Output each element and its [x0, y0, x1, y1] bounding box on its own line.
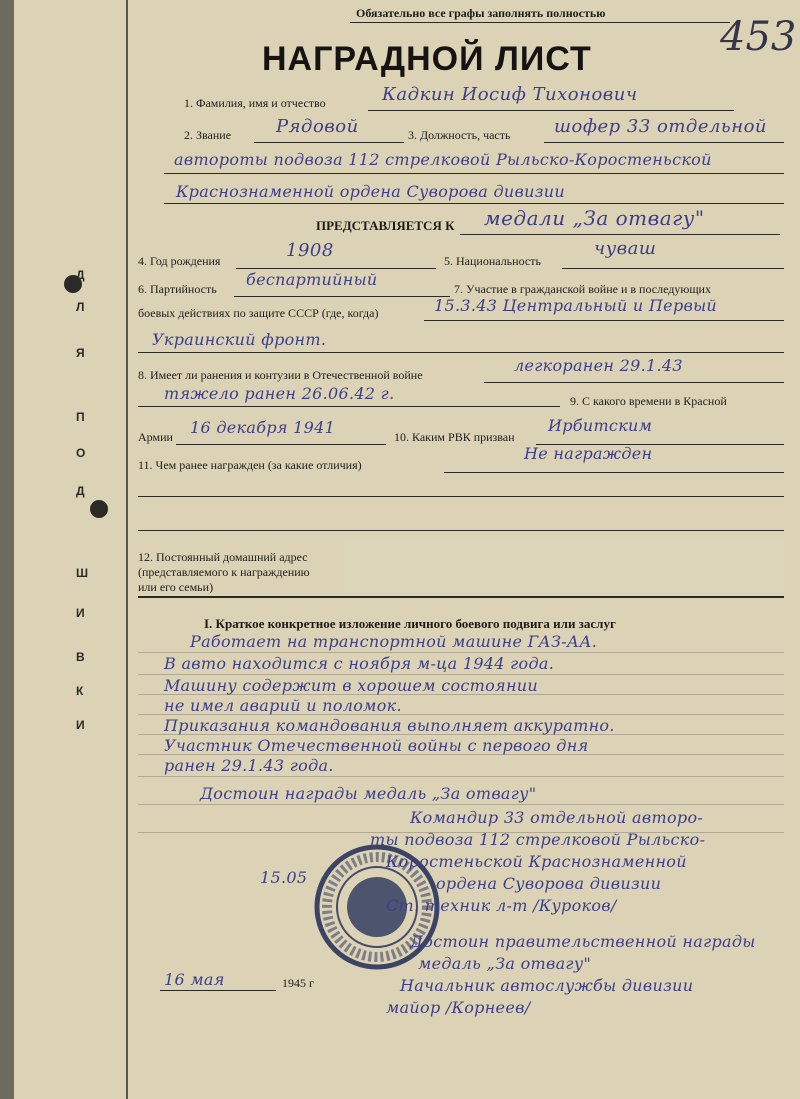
feat-line: Участник Отечественной войны с первого дня	[164, 736, 589, 755]
conclusion-line: майор /Корнеев/	[386, 998, 531, 1017]
archive-number: 453	[720, 14, 797, 60]
feat-line: не имел аварий и поломок.	[164, 696, 402, 715]
field-10-value: Ирбитским	[548, 416, 653, 435]
field-4-label: 4. Год рождения	[138, 254, 221, 268]
feat-line: В авто находится с ноября м-ца 1944 года.	[164, 654, 555, 673]
presented-label: ПРЕДСТАВЛЯЕТСЯ К	[316, 218, 455, 233]
feat-line: Достоин награды медаль „За отвагу"	[200, 784, 537, 803]
field-6-value: беспартийный	[246, 270, 378, 289]
field-3-value-1: шофер 33 отдельной	[554, 116, 768, 137]
field-2-value: Рядовой	[276, 116, 359, 137]
signature-1-line: Ст. техник л-т /Куроков/	[386, 896, 617, 915]
feat-line: Приказания командования выполняет аккуратно.	[164, 716, 615, 735]
field-6-label: 6. Партийность	[138, 282, 217, 296]
field-8-value-2: тяжело ранен 26.06.42 г.	[164, 384, 395, 403]
presented-value: медали „За отвагу"	[484, 206, 705, 230]
side-letter: В	[76, 650, 85, 664]
field-3-label: 3. Должность, часть	[408, 128, 511, 142]
side-letter: Л	[76, 300, 85, 314]
side-letter: Ш	[76, 566, 89, 580]
conclusion-line: медаль „За отвагу"	[418, 954, 592, 973]
field-1-label: 1. Фамилия, имя и отчество	[184, 96, 326, 110]
signature-1-line: Командир 33 отдельной авторо-	[410, 808, 704, 827]
punch-hole-middle	[90, 500, 108, 518]
field-10-label: 10. Каким РВК призван	[394, 430, 515, 444]
field-1-value: Кадкин Иосиф Тихонович	[382, 84, 638, 105]
field-8-label: 8. Имеет ли ранения и контузии в Отечественной войне	[138, 368, 423, 382]
field-7-value-2: Украинский фронт.	[152, 330, 327, 349]
field-12-label-1: 12. Постоянный домашний адрес	[138, 550, 308, 564]
field-9-label-2: Армии	[138, 430, 173, 444]
signature-1-line: Коростеньской Краснознаменной	[386, 852, 687, 871]
feat-line: Машину содержит в хорошем состоянии	[164, 676, 538, 695]
side-letter: Д	[76, 268, 85, 282]
field-2-label: 2. Звание	[184, 128, 232, 142]
margin-line	[126, 0, 128, 1099]
field-9-value: 16 декабря 1941	[190, 418, 336, 437]
signature-1-date: 15.05	[260, 868, 308, 887]
side-letter: К	[76, 684, 84, 698]
field-7-label-2: боевых действиях по защите СССР (где, когда)	[138, 306, 379, 320]
page-title: НАГРАДНОЙ ЛИСТ	[262, 40, 592, 78]
field-11-label: 11. Чем ранее награжден (за какие отличия)	[138, 458, 362, 472]
feat-line: ранен 29.1.43 года.	[164, 756, 334, 775]
side-letter: О	[76, 446, 86, 460]
field-12-label-3: или его семьи)	[138, 580, 214, 594]
feat-line: Работает на транспортной машине ГАЗ-АА.	[190, 632, 598, 651]
feat-heading: I. Краткое конкретное изложение личного боевого подвига или заслуг	[204, 616, 616, 631]
field-5-label: 5. Национальность	[444, 254, 541, 268]
field-3-value-3: Краснознаменной ордена Суворова дивизии	[176, 182, 565, 201]
conclusion-line: Достоин правительственной награды	[410, 932, 756, 951]
side-letter: И	[76, 606, 85, 620]
conclusion-line: Начальник автослужбы дивизии	[400, 976, 694, 995]
field-4-value: 1908	[286, 240, 334, 261]
conclusion-year: 1945 г	[282, 976, 314, 990]
side-letter: Я	[76, 346, 85, 360]
signature-1-line: ты подвоза 112 стрелковой Рыльско-	[370, 830, 706, 849]
award-sheet	[14, 0, 800, 1099]
field-8-value-1: легкоранен 29.1.43	[514, 356, 683, 375]
signature-1-line: ордена Суворова дивизии	[436, 874, 662, 893]
field-3-value-2: автороты подвоза 112 стрелковой Рыльско-Коростеньской	[174, 150, 712, 169]
field-5-value: чуваш	[594, 238, 657, 259]
address-redacted	[344, 540, 784, 592]
field-11-value: Не награжден	[524, 444, 653, 463]
field-7-label-1: 7. Участие в гражданской войне и в последующих	[454, 282, 711, 296]
conclusion-date: 16 мая	[164, 970, 225, 989]
field-7-value-1: 15.3.43 Центральный и Первый	[434, 296, 718, 315]
side-letter: И	[76, 718, 85, 732]
side-letter: П	[76, 410, 85, 424]
side-letter: Д	[76, 484, 85, 498]
field-9-label-1: 9. С какого времени в Красной	[570, 394, 727, 408]
field-12-label-2: (представляемого к награждению	[138, 565, 310, 579]
fill-all-fields-note: Обязательно все графы заполнять полностью	[356, 6, 606, 20]
